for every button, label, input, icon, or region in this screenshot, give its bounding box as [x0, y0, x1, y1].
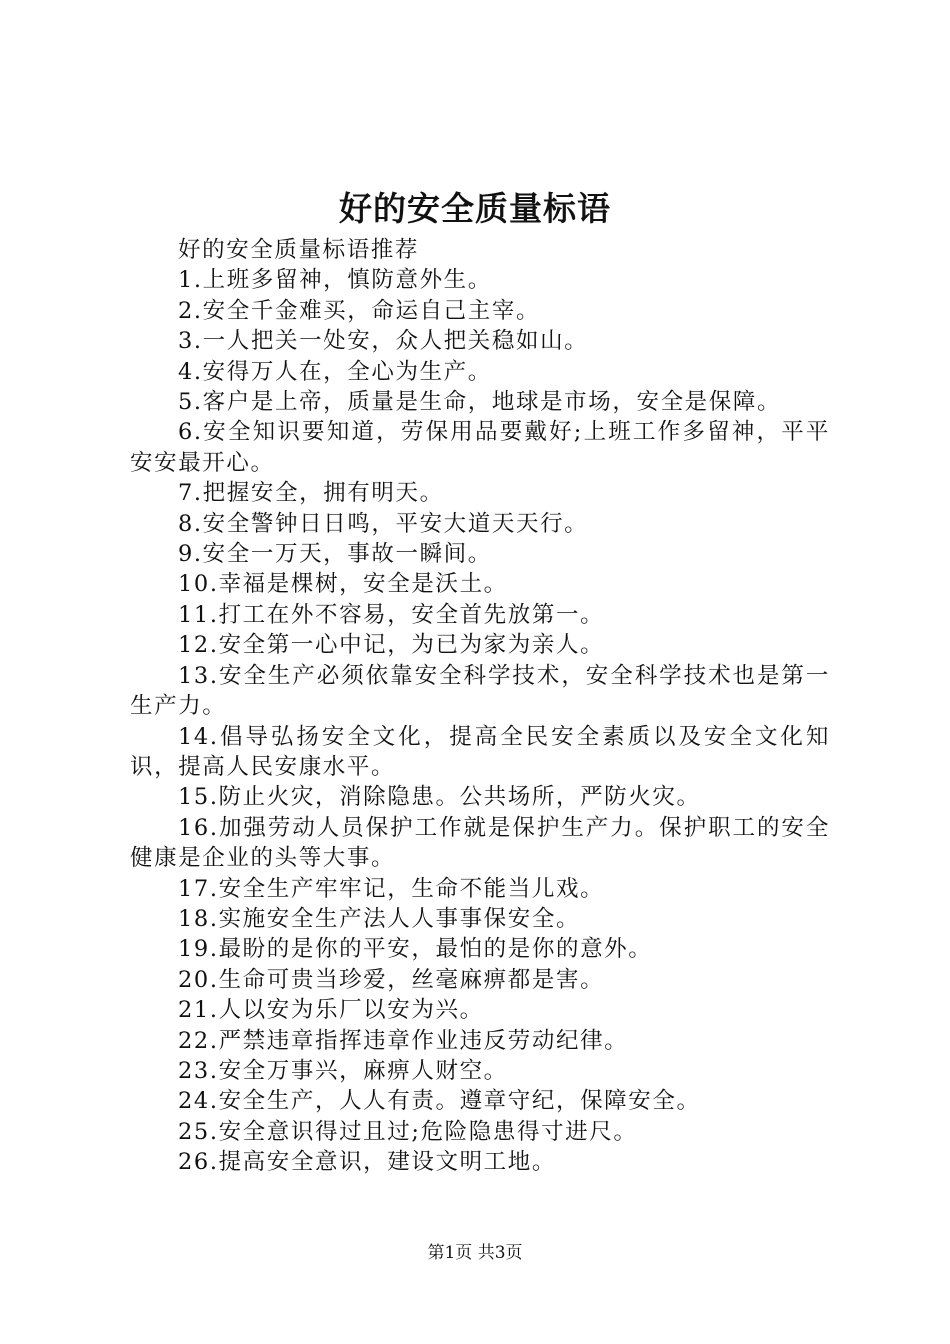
- slogan-item: 26.提高安全意识，建设文明工地。: [178, 1149, 556, 1176]
- slogan-item: 15.防止火灾，消除隐患。公共场所，严防火灾。: [178, 784, 701, 811]
- slogan-item: 1.上班多留神，慎防意外生。: [178, 267, 492, 294]
- slogan-item: 18.实施安全生产法人人事事保安全。: [178, 905, 581, 932]
- slogan-item: 2.安全千金难买，命运自己主宰。: [178, 297, 541, 324]
- page-footer: 第1页 共3页: [427, 1243, 523, 1263]
- slogan-item: 4.安得万人在，全心为生产。: [178, 358, 492, 385]
- slogan-item: 23.安全万事兴，麻痹人财空。: [178, 1057, 508, 1084]
- slogan-item: 19.最盼的是你的平安，最怕的是你的意外。: [178, 936, 653, 963]
- slogan-item: 9.安全一万天，事故一瞬间。: [178, 541, 492, 568]
- slogan-item: 14.倡导弘扬安全文化，提高全民安全素质以及安全文化知识，提高人民安康水平。: [130, 723, 830, 780]
- slogan-item: 6.安全知识要知道，劳保用品要戴好;上班工作多留神，平平安安最开心。: [130, 419, 830, 476]
- slogan-item: 21.人以安为乐厂以安为兴。: [178, 997, 484, 1024]
- slogan-item: 3.一人把关一处安，众人把关稳如山。: [178, 328, 589, 355]
- slogan-item: 12.安全第一心中记，为已为家为亲人。: [178, 632, 605, 659]
- slogan-item: 25.安全意识得过且过;危险隐患得寸进尺。: [178, 1118, 638, 1145]
- slogan-item: 5.客户是上帝，质量是生命，地球是市场，安全是保障。: [178, 389, 782, 416]
- slogan-item: 22.严禁违章指挥违章作业违反劳动纪律。: [178, 1027, 629, 1054]
- slogan-item: 24.安全生产，人人有责。遵章守纪，保障安全。: [178, 1088, 701, 1115]
- subtitle-line: 好的安全质量标语推荐: [178, 237, 420, 263]
- document-body: [130, 235, 830, 1178]
- slogan-item: 13.安全生产必须依靠安全科学技术，安全科学技术也是第一生产力。: [130, 662, 830, 720]
- slogan-item: 20.生命可贵当珍爱，丝毫麻痹都是害。: [178, 966, 605, 993]
- slogan-item: 17.安全生产牢牢记，生命不能当儿戏。: [178, 875, 605, 902]
- slogan-item: 10.幸福是棵树，安全是沃土。: [178, 571, 508, 598]
- slogan-item: 7.把握安全，拥有明天。: [178, 480, 444, 507]
- slogan-item: 16.加强劳动人员保护工作就是保护生产力。保护职工的安全健康是企业的头等大事。: [130, 814, 830, 872]
- slogan-item: 11.打工在外不容易，安全首先放第一。: [178, 601, 605, 628]
- document-title: 好的安全质量标语: [339, 189, 611, 228]
- slogan-item: 8.安全警钟日日鸣，平安大道天天行。: [178, 510, 589, 537]
